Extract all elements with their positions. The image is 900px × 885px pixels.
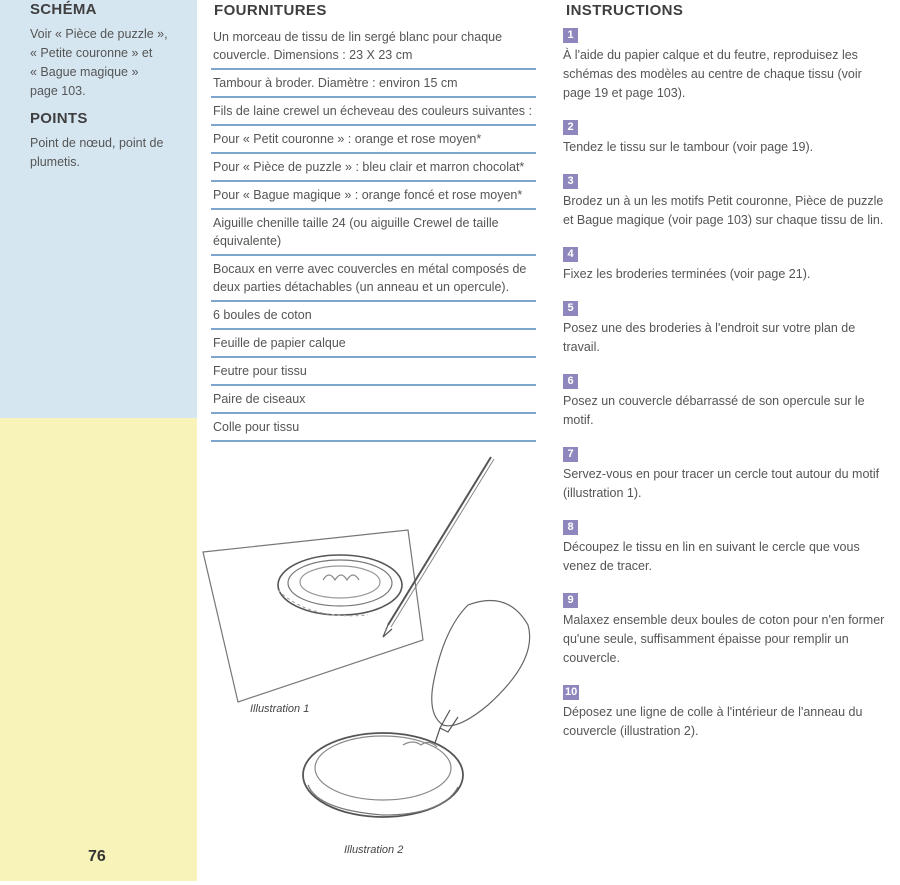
illustration-1-caption: Illustration 1 bbox=[250, 703, 310, 715]
supply-item: Fils de laine crewel un écheveau des couleurs suivantes : bbox=[211, 98, 536, 126]
schema-line: « Bague magique » bbox=[30, 65, 139, 79]
schema-text bbox=[30, 25, 190, 101]
points-text bbox=[30, 134, 190, 172]
step-number-badge: 1 bbox=[563, 28, 578, 43]
supply-item: Feuille de papier calque bbox=[211, 330, 536, 358]
supply-item: Feutre pour tissu bbox=[211, 358, 536, 386]
instruction-step bbox=[563, 298, 893, 357]
supplies-list bbox=[211, 24, 536, 442]
schema-line: page 103. bbox=[30, 84, 86, 98]
step-number-badge: 4 bbox=[563, 247, 578, 262]
step-text: Servez-vous en pour tracer un cercle tout autour du motif (illustration 1). bbox=[563, 467, 880, 500]
supplies-title: FOURNITURES bbox=[214, 2, 327, 19]
step-text: Déposez une ligne de colle à l'intérieur de l'anneau du couvercle (illustration 2). bbox=[563, 705, 863, 738]
points-title: POINTS bbox=[30, 110, 88, 127]
schema-line: Voir « Pièce de puzzle », bbox=[30, 27, 168, 41]
instruction-step bbox=[563, 371, 893, 430]
step-text: À l'aide du papier calque et du feutre, reproduisez les schémas des modèles au centre de chaque tissu (voir page 19 et page 103). bbox=[563, 48, 862, 100]
supply-item: Colle pour tissu bbox=[211, 414, 536, 442]
step-text: Malaxez ensemble deux boules de coton pour n'en former qu'une seule, suffisamment épaisse pour remplir un couvercle. bbox=[563, 613, 885, 665]
step-text: Brodez un à un les motifs Petit couronne, Pièce de puzzle et Bague magique (voir page 103) sur chaque tissu de lin. bbox=[563, 194, 884, 227]
step-text: Posez un couvercle débarrassé de son opercule sur le motif. bbox=[563, 394, 865, 427]
supply-item: Tambour à broder. Diamètre : environ 15 cm bbox=[211, 70, 536, 98]
illustrations bbox=[198, 440, 548, 880]
step-number-badge: 2 bbox=[563, 120, 578, 135]
instruction-step bbox=[563, 517, 893, 576]
steps-list bbox=[563, 25, 893, 741]
sidebar-yellow-panel bbox=[0, 418, 197, 881]
step-number-badge: 7 bbox=[563, 447, 578, 462]
instructions-column bbox=[563, 0, 893, 755]
schema-title: SCHÉMA bbox=[30, 1, 97, 18]
points-line: Point de nœud, point de bbox=[30, 136, 164, 150]
illustration-drawing bbox=[198, 440, 548, 880]
instruction-step bbox=[563, 244, 893, 284]
instruction-step bbox=[563, 682, 893, 741]
illustration-2-caption: Illustration 2 bbox=[344, 844, 404, 856]
supply-item: Pour « Bague magique » : orange foncé et rose moyen* bbox=[211, 182, 536, 210]
step-text: Tendez le tissu sur le tambour (voir page 19). bbox=[563, 140, 814, 154]
illustration-2-drawing bbox=[303, 601, 530, 818]
page-number: 76 bbox=[88, 848, 106, 865]
supply-item: Bocaux en verre avec couvercles en métal composés de deux parties détachables (un anneau et un opercule). bbox=[211, 256, 536, 302]
step-text: Fixez les broderies terminées (voir page 21). bbox=[563, 267, 811, 281]
step-number-badge: 3 bbox=[563, 174, 578, 189]
step-text: Posez une des broderies à l'endroit sur votre plan de travail. bbox=[563, 321, 856, 354]
step-number-badge: 5 bbox=[563, 301, 578, 316]
supply-item: Aiguille chenille taille 24 (ou aiguille Crewel de taille équivalente) bbox=[211, 210, 536, 256]
supply-item: 6 boules de coton bbox=[211, 302, 536, 330]
instruction-step bbox=[563, 117, 893, 157]
points-line: plumetis. bbox=[30, 155, 81, 169]
step-text: Découpez le tissu en lin en suivant le cercle que vous venez de tracer. bbox=[563, 540, 860, 573]
step-number-badge: 6 bbox=[563, 374, 578, 389]
instruction-step bbox=[563, 590, 893, 668]
instruction-step bbox=[563, 25, 893, 103]
sidebar bbox=[30, 0, 190, 172]
supply-item: Pour « Petit couronne » : orange et rose moyen* bbox=[211, 126, 536, 154]
supply-item: Pour « Pièce de puzzle » : bleu clair et marron chocolat* bbox=[211, 154, 536, 182]
step-number-badge: 8 bbox=[563, 520, 578, 535]
supply-item: Paire de ciseaux bbox=[211, 386, 536, 414]
instruction-step bbox=[563, 444, 893, 503]
illustration-1-drawing bbox=[203, 457, 494, 702]
instruction-step bbox=[563, 171, 893, 230]
supply-item: Un morceau de tissu de lin sergé blanc pour chaque couvercle. Dimensions : 23 X 23 cm bbox=[211, 24, 536, 70]
instructions-title: INSTRUCTIONS bbox=[566, 2, 684, 19]
step-number-badge: 10 bbox=[565, 686, 578, 698]
step-number-badge: 9 bbox=[563, 593, 578, 608]
schema-line: « Petite couronne » et bbox=[30, 46, 153, 60]
supplies-column bbox=[211, 0, 536, 442]
